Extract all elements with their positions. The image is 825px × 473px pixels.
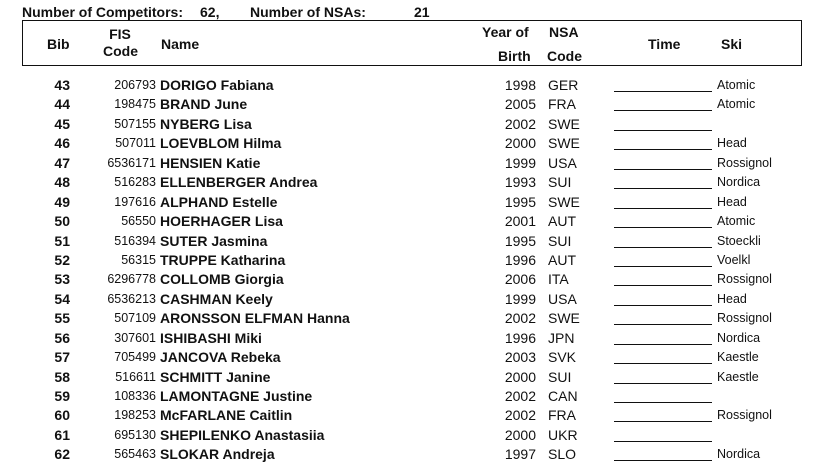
fis-code-cell: 108336	[114, 389, 156, 403]
nsas-label: Number of NSAs:	[250, 4, 366, 20]
fis-code-cell: 6296778	[107, 272, 156, 287]
table-row	[22, 368, 822, 387]
time-blank-line	[614, 193, 712, 209]
bib-cell: 53	[54, 271, 70, 288]
time-blank-line	[614, 426, 712, 442]
year-of-birth-cell: 2001	[504, 213, 536, 230]
time-blank-line	[614, 445, 712, 461]
table-row	[22, 387, 822, 406]
ski-brand-cell: Voelkl	[717, 252, 751, 267]
year-of-birth-cell: 1995	[504, 232, 536, 249]
year-of-birth-cell: 2006	[504, 271, 536, 288]
fis-code-cell: 507011	[115, 136, 156, 151]
table-row	[22, 290, 822, 309]
fis-code-cell: 307601	[114, 330, 156, 345]
fis-code-cell: 6536213	[107, 291, 156, 306]
year-of-birth-cell: 2000	[504, 135, 536, 152]
nsa-code-cell: SWE	[548, 135, 580, 152]
ski-brand-cell: Rossignol	[717, 311, 772, 326]
nsa-code-cell: AUT	[548, 251, 576, 268]
ski-brand-cell: Head	[717, 291, 747, 306]
fis-code-cell: 705499	[114, 350, 156, 365]
nsa-code-cell: FRA	[548, 96, 576, 113]
fis-code-cell: 198475	[114, 97, 156, 112]
nsa-code-cell: SLO	[548, 446, 577, 463]
table-row	[22, 309, 822, 328]
table-row	[22, 134, 822, 153]
table-row	[22, 426, 822, 445]
year-of-birth-cell: 1993	[504, 174, 536, 191]
fis-code-cell: 198253	[114, 408, 156, 423]
start-list	[22, 76, 822, 465]
header-nsa-line1: NSA	[549, 24, 579, 40]
nsa-code-cell: SUI	[548, 368, 572, 385]
year-of-birth-cell: 1998	[504, 77, 536, 93]
ski-brand-cell: Nordica	[717, 447, 761, 462]
header-year-line1: Year of	[482, 24, 529, 40]
nsa-code-cell: SUI	[548, 174, 572, 191]
bib-cell: 58	[54, 368, 70, 385]
time-blank-line	[614, 212, 712, 228]
header-nsa-line2: Code	[547, 48, 582, 64]
bib-cell: 57	[54, 349, 70, 366]
athlete-name-cell: SCHMITT Janine	[160, 368, 271, 385]
fis-code-cell: 197616	[114, 194, 156, 209]
year-of-birth-cell: 1996	[504, 329, 536, 346]
nsa-code-cell: GER	[548, 77, 579, 93]
fis-code-cell: 507109	[114, 311, 156, 326]
header-fis-code-line2: Code	[103, 43, 138, 59]
time-blank-line	[614, 368, 712, 384]
fis-code-cell: 507155	[114, 116, 156, 131]
table-row	[22, 154, 822, 173]
year-of-birth-cell: 1995	[504, 193, 536, 210]
time-blank-line	[614, 290, 712, 306]
header-time: Time	[648, 36, 681, 52]
athlete-name-cell: HENSIEN Katie	[160, 154, 261, 171]
table-row	[22, 329, 822, 348]
table-row	[22, 270, 822, 289]
fis-code-cell: 516283	[114, 175, 156, 190]
time-blank-line	[614, 387, 712, 403]
fis-code-cell: 6536171	[107, 155, 156, 170]
bib-cell: 51	[54, 232, 70, 249]
time-blank-line	[614, 251, 712, 267]
nsa-code-cell: CAN	[548, 388, 578, 404]
nsas-count: 21	[414, 4, 430, 20]
athlete-name-cell: CASHMAN Keely	[160, 290, 273, 307]
ski-brand-cell: Atomic	[717, 78, 756, 92]
time-blank-line	[614, 154, 712, 170]
bib-cell: 45	[54, 115, 70, 132]
table-row	[22, 193, 822, 212]
bib-cell: 52	[54, 251, 70, 268]
bib-cell: 56	[54, 329, 70, 346]
bib-cell: 54	[54, 290, 70, 307]
time-blank-line	[614, 348, 712, 364]
competitors-count: 62,	[200, 4, 220, 20]
bib-cell: 43	[54, 77, 70, 93]
time-blank-line	[614, 115, 712, 131]
year-of-birth-cell: 2005	[504, 96, 536, 113]
bib-cell: 44	[54, 96, 70, 113]
ski-brand-cell: Head	[717, 136, 747, 151]
athlete-name-cell: LAMONTAGNE Justine	[160, 388, 313, 404]
time-blank-line	[614, 329, 712, 345]
year-of-birth-cell: 1996	[504, 251, 536, 268]
athlete-name-cell: DORIGO Fabiana	[160, 77, 274, 93]
header-fis-code-line1: FIS	[109, 26, 131, 42]
table-row	[22, 348, 822, 367]
ski-brand-cell: Stoeckli	[717, 233, 761, 248]
table-row	[22, 115, 822, 134]
athlete-name-cell: ARONSSON ELFMAN Hanna	[160, 310, 350, 327]
time-blank-line	[614, 232, 712, 248]
time-blank-line	[614, 173, 712, 189]
table-header	[22, 20, 802, 66]
athlete-name-cell: McFARLANE Caitlin	[160, 407, 293, 424]
athlete-name-cell: BRAND June	[160, 96, 248, 113]
table-row	[22, 232, 822, 251]
ski-brand-cell: Rossignol	[717, 155, 772, 170]
fis-code-cell: 516394	[114, 233, 156, 248]
nsa-code-cell: SWE	[548, 115, 580, 132]
table-row	[22, 251, 822, 270]
table-row	[22, 212, 822, 231]
table-row	[22, 445, 822, 464]
time-blank-line	[614, 406, 712, 422]
ski-brand-cell: Atomic	[717, 214, 756, 229]
fis-code-cell: 695130	[114, 427, 156, 442]
athlete-name-cell: COLLOMB Giorgia	[160, 271, 284, 288]
bib-cell: 50	[54, 213, 70, 230]
year-of-birth-cell: 2000	[504, 368, 536, 385]
table-row	[22, 95, 822, 114]
ski-brand-cell: Rossignol	[717, 408, 772, 423]
nsa-code-cell: SWE	[548, 193, 580, 210]
fis-code-cell: 56315	[121, 252, 156, 267]
nsa-code-cell: SWE	[548, 310, 580, 327]
table-row	[22, 76, 822, 95]
time-blank-line	[614, 309, 712, 325]
athlete-name-cell: SHEPILENKO Anastasiia	[160, 426, 325, 443]
bib-cell: 55	[54, 310, 70, 327]
time-blank-line	[614, 134, 712, 150]
athlete-name-cell: TRUPPE Katharina	[160, 251, 286, 268]
athlete-name-cell: SLOKAR Andreja	[160, 446, 275, 463]
bib-cell: 48	[54, 174, 70, 191]
nsa-code-cell: AUT	[548, 213, 576, 230]
ski-brand-cell: Atomic	[717, 97, 756, 112]
ski-brand-cell: Kaestle	[717, 369, 759, 384]
nsa-code-cell: ITA	[548, 271, 569, 288]
nsa-code-cell: USA	[548, 290, 577, 307]
athlete-name-cell: ALPHAND Estelle	[160, 193, 278, 210]
year-of-birth-cell: 2002	[504, 388, 536, 404]
nsa-code-cell: SVK	[548, 349, 577, 366]
bib-cell: 62	[54, 446, 70, 463]
athlete-name-cell: ELLENBERGER Andrea	[160, 174, 318, 191]
year-of-birth-cell: 1997	[504, 446, 536, 463]
ski-brand-cell: Nordica	[717, 175, 761, 190]
athlete-name-cell: ISHIBASHI Miki	[160, 329, 262, 346]
nsa-code-cell: USA	[548, 154, 577, 171]
athlete-name-cell: JANCOVA Rebeka	[160, 349, 281, 366]
athlete-name-cell: NYBERG Lisa	[160, 115, 252, 132]
nsa-code-cell: UKR	[548, 426, 578, 443]
ski-brand-cell: Rossignol	[717, 272, 772, 287]
year-of-birth-cell: 2002	[504, 115, 536, 132]
header-bib: Bib	[47, 36, 70, 52]
year-of-birth-cell: 1999	[504, 154, 536, 171]
bib-cell: 46	[54, 135, 70, 152]
year-of-birth-cell: 2002	[504, 407, 536, 424]
nsa-code-cell: SUI	[548, 232, 572, 249]
ski-brand-cell: Head	[717, 194, 747, 209]
bib-cell: 61	[54, 426, 70, 443]
table-row	[22, 173, 822, 192]
athlete-name-cell: SUTER Jasmina	[160, 232, 268, 249]
year-of-birth-cell: 2003	[504, 349, 536, 366]
table-row	[22, 406, 822, 425]
fis-code-cell: 56550	[121, 214, 156, 229]
ski-brand-cell: Kaestle	[717, 350, 759, 365]
athlete-name-cell: LOEVBLOM Hilma	[160, 135, 282, 152]
header-name: Name	[161, 36, 200, 52]
bib-cell: 49	[54, 193, 70, 210]
bib-cell: 59	[54, 388, 70, 404]
nsa-code-cell: JPN	[548, 329, 575, 346]
time-blank-line	[614, 270, 712, 286]
year-of-birth-cell: 1999	[504, 290, 536, 307]
year-of-birth-cell: 2002	[504, 310, 536, 327]
athlete-name-cell: HOERHAGER Lisa	[160, 213, 283, 230]
fis-code-cell: 565463	[114, 447, 156, 462]
competitors-label: Number of Competitors:	[22, 4, 183, 20]
year-of-birth-cell: 2000	[504, 426, 536, 443]
bib-cell: 47	[54, 154, 70, 171]
time-blank-line	[614, 95, 712, 111]
nsa-code-cell: FRA	[548, 407, 576, 424]
time-blank-line	[614, 76, 712, 92]
bib-cell: 60	[54, 407, 70, 424]
ski-brand-cell: Nordica	[717, 330, 761, 345]
header-ski: Ski	[721, 36, 743, 52]
header-year-line2: Birth	[498, 48, 531, 64]
fis-code-cell: 206793	[114, 78, 156, 92]
fis-code-cell: 516611	[115, 369, 156, 384]
